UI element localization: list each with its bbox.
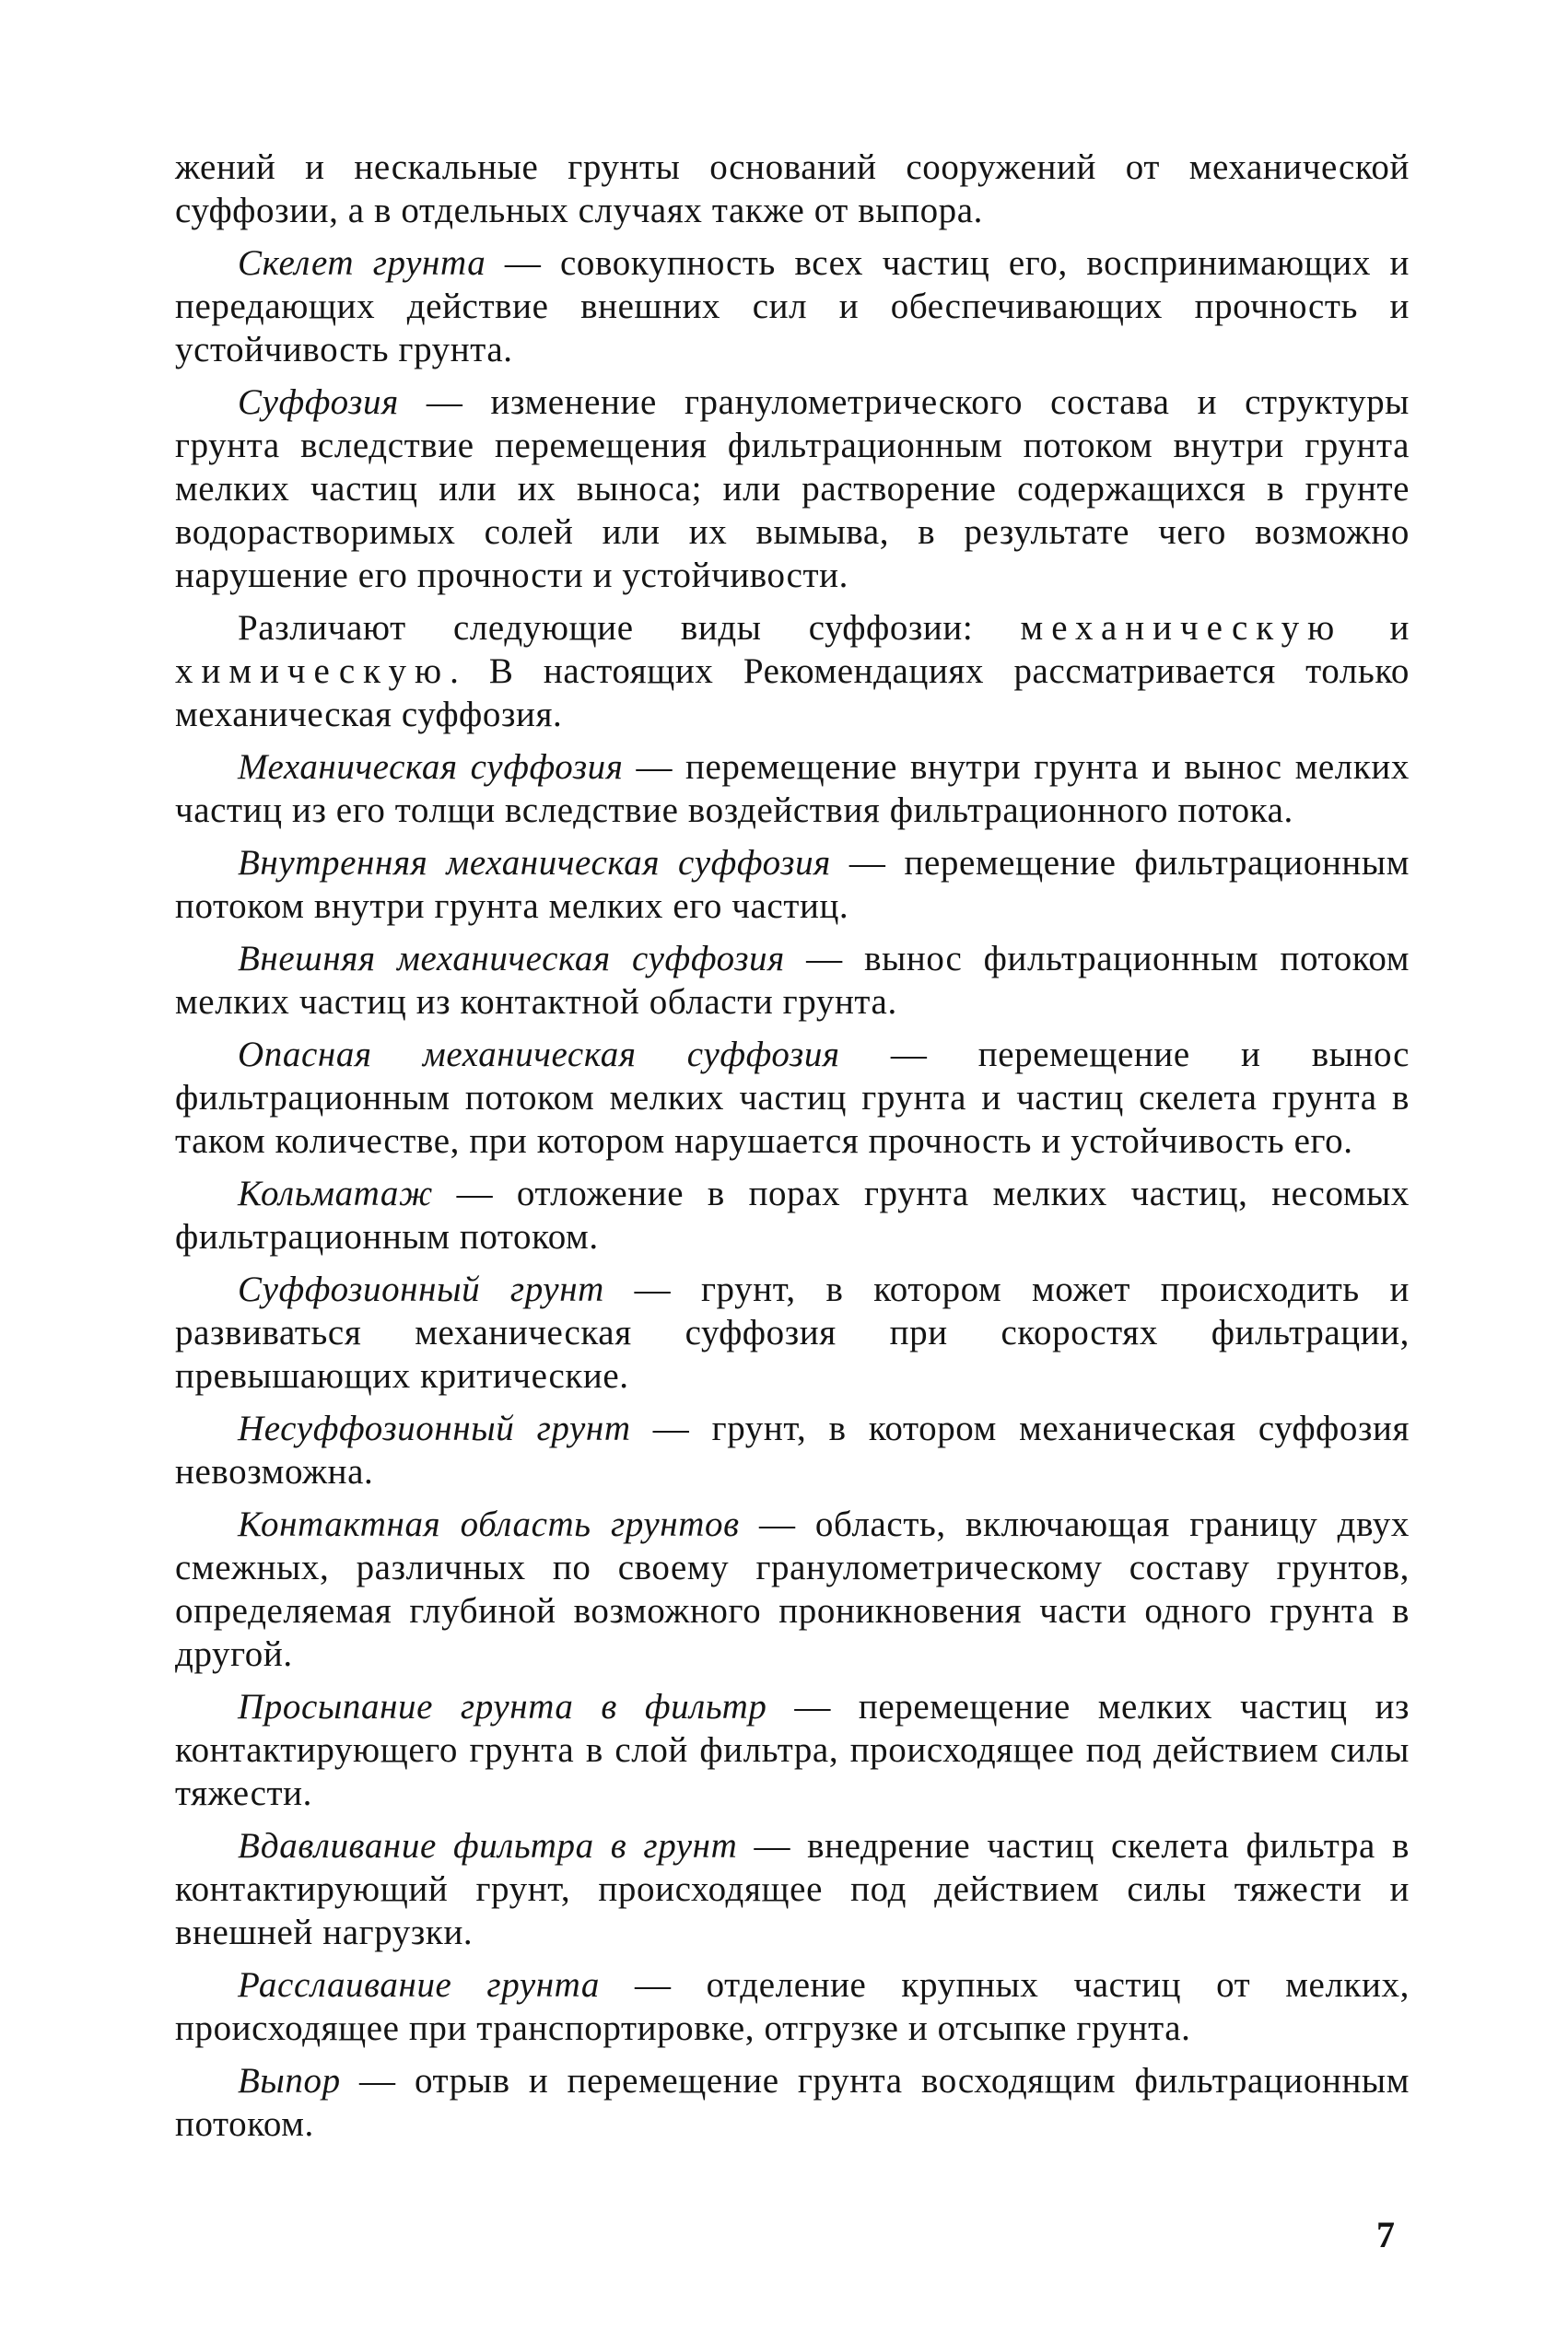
definition-term: Суффозия: [238, 382, 399, 422]
definition-term: Расслаивание грунта: [238, 1965, 601, 2005]
intro-text: жений и нескальные грунты оснований сооружений от механической суффозии, а в отдельных случаях также от выпора.: [175, 147, 1410, 230]
definition-text: — область, включающая границу двух смежных, различных по своему гранулометрическому составу грунтов, определяемая глубиной возможного проникновения части одного грунта в другой.: [175, 1505, 1410, 1674]
definition-text: — вынос фильтрационным потоком мелких частиц из контактной области грунта.: [175, 939, 1410, 1022]
definition-term: Просыпание грунта в фильтр: [238, 1687, 767, 1727]
definition-colmatage: [175, 1172, 1410, 1259]
definition-external-suffosion: [175, 937, 1410, 1024]
definition-text: — отложение в порах грунта мелких частиц, несомых фильтрационным потоком.: [175, 1174, 1410, 1257]
definition-term: Выпор: [238, 2061, 341, 2101]
definition-text: — перемещение мелких частиц из контактирующего грунта в слой фильтра, происходящее под действием силы тяжести.: [175, 1687, 1410, 1813]
definition-dangerous-suffosion: [175, 1033, 1410, 1163]
document-page: [175, 146, 1410, 2155]
definition-skeleton: [175, 241, 1410, 371]
definition-soil-spillage: [175, 1685, 1410, 1815]
types-after-text: . В настоящих Рекомендациях рассматривается только механическая суффозия.: [175, 651, 1410, 734]
definition-soil-segregation: [175, 1963, 1410, 2050]
types-intro-text: Различают следующие виды суффозии:: [238, 608, 1021, 648]
definition-uplift: [175, 2059, 1410, 2146]
definition-term: Опасная механическая суффозия: [238, 1035, 840, 1074]
definition-text: — грунт, в котором механическая суффозия невозможна.: [175, 1409, 1410, 1492]
definition-term: Механическая суффозия: [238, 747, 624, 787]
definition-suffosion-soil: [175, 1268, 1410, 1398]
definition-text: — перемещение внутри грунта и вынос мелких частиц из его толщи вследствие воздействия фильтрационного потока.: [175, 747, 1410, 830]
definition-term: Суффозионный грунт: [238, 1270, 604, 1309]
definition-internal-suffosion: [175, 841, 1410, 928]
definition-text: — отрыв и перемещение грунта восходящим фильтрационным потоком.: [175, 2061, 1410, 2144]
type-chemical: химическую: [175, 651, 451, 691]
definition-term: Контактная область грунтов: [238, 1505, 740, 1544]
definition-text: — изменение гранулометрического состава и структуры грунта вследствие перемещения фильтрационным потоком внутри грунта мелких частиц или их выноса; или растворение содержащихся в грунте водорастворимых солей или их вымыва, в результате чего возможно нарушение его прочности и устойчивости.: [175, 382, 1410, 595]
definition-term: Несуффозионный грунт: [238, 1409, 631, 1448]
definition-suffosion: [175, 381, 1410, 597]
definition-non-suffosion-soil: [175, 1407, 1410, 1493]
definition-contact-area: [175, 1503, 1410, 1676]
definition-text: — внедрение частиц скелета фильтра в контактирующий грунт, происходящее под действием силы тяжести и внешней нагрузки.: [175, 1826, 1410, 1952]
definition-term: Внешняя механическая суффозия: [238, 939, 785, 978]
definition-term: Скелет грунта: [238, 243, 486, 283]
definition-term: Вдавливание фильтра в грунт: [238, 1826, 738, 1866]
definition-text: — перемещение фильтрационным потоком внутри грунта мелких его частиц.: [175, 843, 1410, 926]
definition-text: — совокупность всех частиц его, воспринимающих и передающих действие внешних сил и обеспечивающих прочность и устойчивость грунта.: [175, 243, 1410, 369]
intro-paragraph: [175, 146, 1410, 232]
definition-text: — перемещение и вынос фильтрационным потоком мелких частиц грунта и частиц скелета грунта в таком количестве, при котором нарушается прочность и устойчивость его.: [175, 1035, 1410, 1161]
types-conjunction: и: [1342, 608, 1410, 648]
definition-filter-indentation: [175, 1824, 1410, 1954]
definition-text: — отделение крупных частиц от мелких, происходящее при транспортировке, отгрузке и отсыпке грунта.: [175, 1965, 1410, 2048]
type-mechanical: механическую: [1020, 608, 1343, 648]
definition-term: Внутренняя механическая суффозия: [238, 843, 831, 883]
definition-term: Кольматаж: [238, 1174, 433, 1213]
suffosion-types-paragraph: [175, 606, 1410, 736]
definition-mechanical-suffosion: [175, 745, 1410, 832]
definition-text: — грунт, в котором может происходить и развиваться механическая суффозия при скоростях фильтрации, превышающих критические.: [175, 1270, 1410, 1396]
page-number: 7: [1376, 2214, 1395, 2255]
